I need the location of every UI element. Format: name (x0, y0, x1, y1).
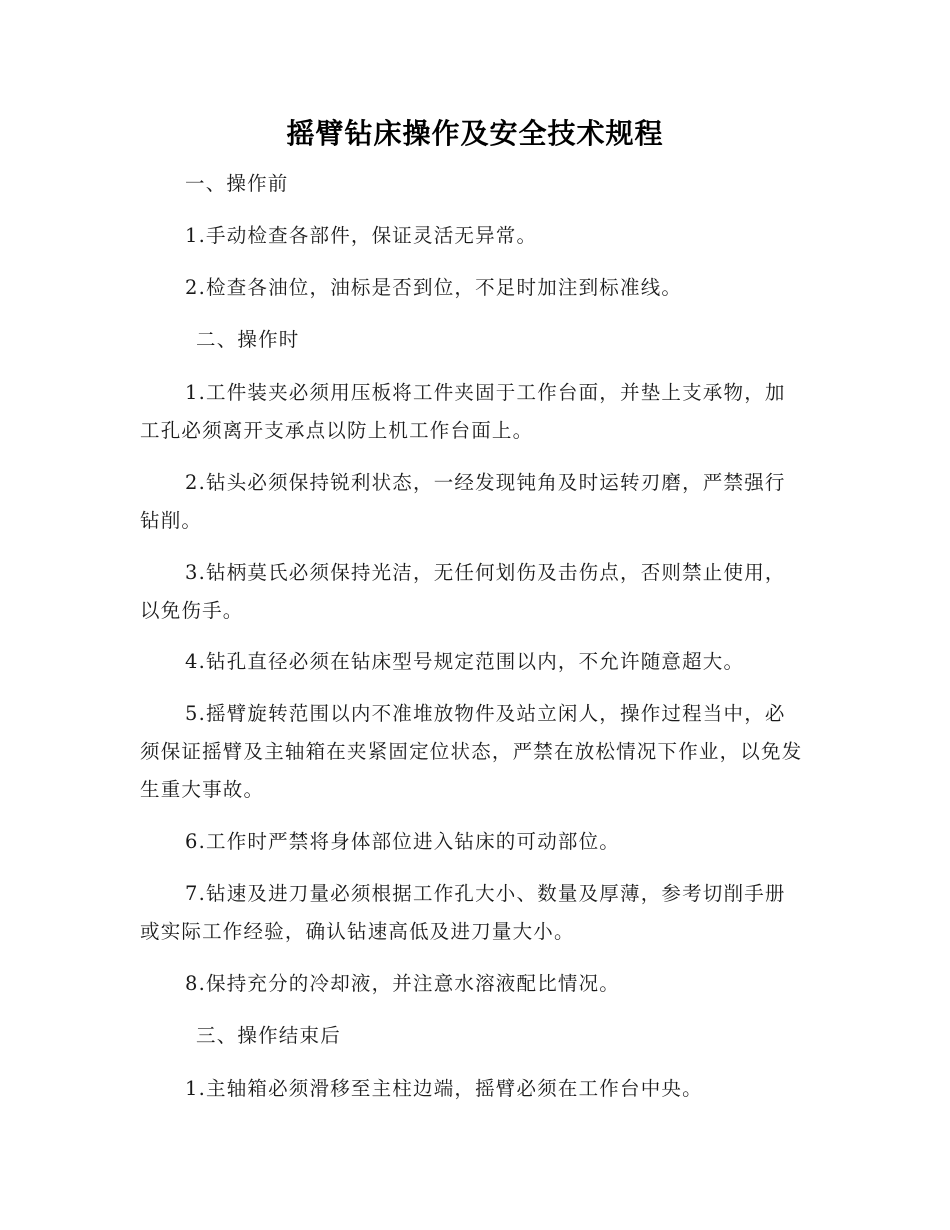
section-3-item-1: 1.主轴箱必须滑移至主柱边端，摇臂必须在工作台中央。 (185, 1077, 703, 1100)
section-2-item-5: 5.摇臂旋转范围以内不准堆放物件及站立闲人，操作过程当中，必须保证摇臂及主轴箱在夹紧固定位状态，严禁在放松情况下作业，以免发生重大事故。 (140, 702, 803, 801)
section-2-item-7: 7.钻速及进刀量必须根据工作孔大小、数量及厚薄，参考切削手册或实际工作经验，确认钻速高低及进刀量大小。 (140, 882, 786, 943)
section-heading-3: 三、操作结束后 (196, 1024, 341, 1047)
section-1-item-1: 1.手动检查各部件，保证灵活无异常。 (185, 224, 538, 247)
section-2-item-6: 6.工作时严禁将身体部位进入钻床的可动部位。 (185, 830, 621, 853)
document-title: 摇臂钻床操作及安全技术规程 (286, 117, 664, 150)
section-heading-2: 二、操作时 (196, 328, 300, 351)
section-2-item-8: 8.保持充分的冷却液，并注意水溶液配比情况。 (185, 972, 621, 995)
section-heading-1: 一、操作前 (185, 172, 289, 195)
section-2-item-1: 1.工件装夹必须用压板将工件夹固于工作台面，并垫上支承物，加工孔必须离开支承点以防上机工作台面上。 (140, 381, 786, 442)
section-1-item-2: 2.检查各油位，油标是否到位，不足时加注到标准线。 (185, 276, 683, 299)
section-2-item-3: 3.钻柄莫氏必须保持光洁，无任何划伤及击伤点，否则禁止使用，以免伤手。 (140, 561, 786, 622)
section-2-item-4: 4.钻孔直径必须在钻床型号规定范围以内，不允许随意超大。 (185, 650, 745, 673)
section-2-item-2: 2.钻头必须保持锐利状态，一经发现钝角及时运转刃磨，严禁强行钻削。 (140, 471, 786, 532)
